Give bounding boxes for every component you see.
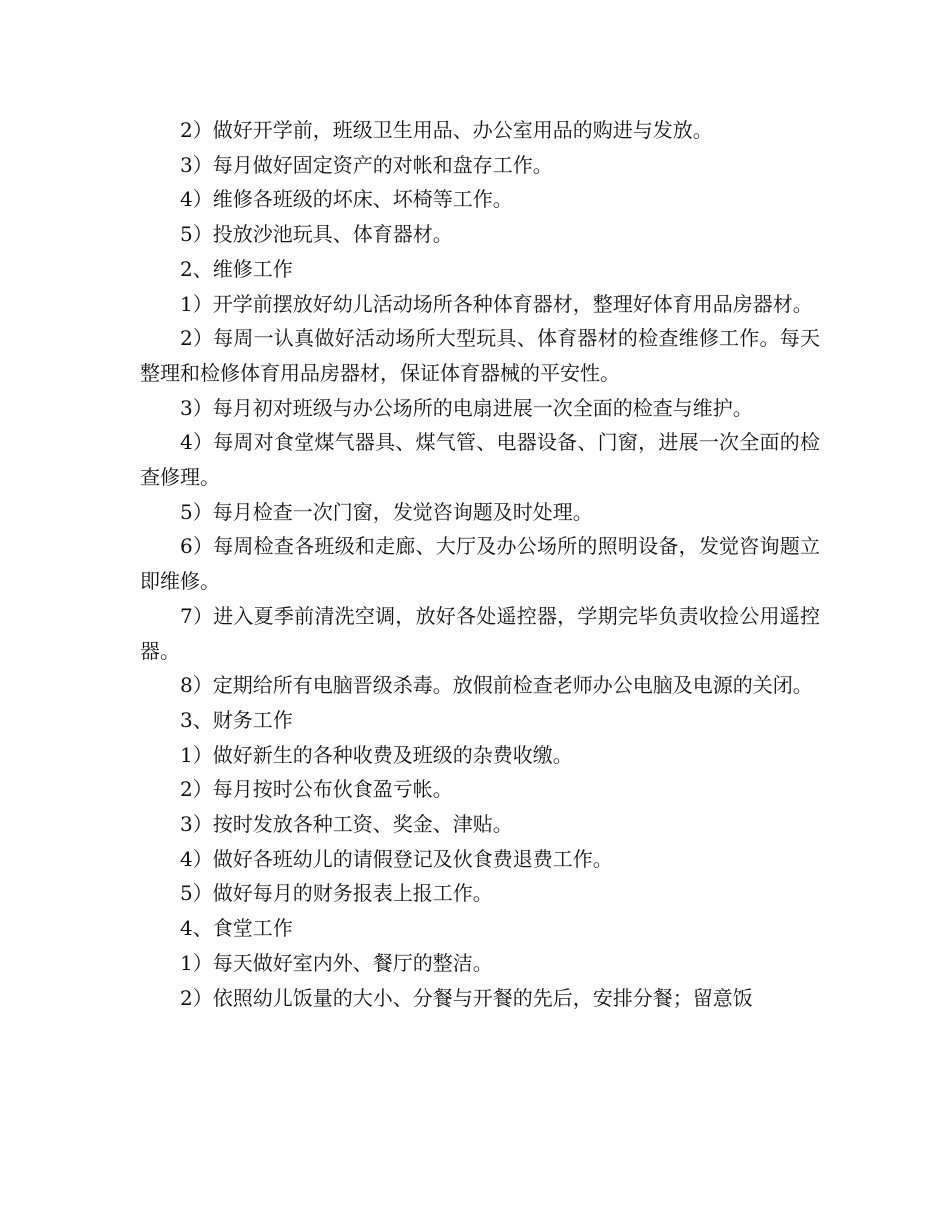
paragraph: 5）做好每月的财务报表上报工作。: [180, 881, 493, 906]
paragraph: 4）做好各班幼儿的请假登记及伙食费退费工作。: [180, 846, 613, 871]
document-body: [140, 113, 820, 1015]
paragraph: 2）每月按时公布伙食盈亏帐。: [180, 777, 453, 802]
paragraph: 2）依照幼儿饭量的大小、分餐与开餐的先后，安排分餐；留意饭: [180, 985, 753, 1010]
paragraph: 7）进入夏季前清洗空调，放好各处遥控器，学期完毕负责收捡公用遥控器。: [140, 603, 820, 663]
paragraph: 5）投放沙池玩具、体育器材。: [180, 222, 453, 247]
paragraph: 2）每周一认真做好活动场所大型玩具、体育器材的检查维修工作。每天整理和检修体育用品房器材，保证体育器械的平安性。: [140, 326, 820, 385]
paragraph: 5）每月检查一次门窗，发觉咨询题及时处理。: [180, 499, 593, 524]
paragraph: 1）开学前摆放好幼儿活动场所各种体育器材，整理好体育用品房器材。: [180, 291, 813, 316]
paragraph: 3）按时发放各种工资、奖金、津贴。: [180, 812, 513, 837]
paragraph: 1）每天做好室内外、餐厅的整洁。: [180, 950, 493, 975]
paragraph: 8）定期给所有电脑晋级杀毒。放假前检查老师办公电脑及电源的关闭。: [180, 673, 813, 698]
paragraph: 4）每周对食堂煤气器具、煤气管、电器设备、门窗，进展一次全面的检查修理。: [140, 430, 820, 490]
section-heading: 3、财务工作: [180, 707, 293, 732]
section-heading: 4、食堂工作: [180, 916, 293, 941]
paragraph: 3）每月初对班级与办公场所的电扇进展一次全面的检查与维护。: [180, 395, 753, 420]
paragraph: 1）做好新生的各种收费及班级的杂费收缴。: [180, 742, 573, 767]
paragraph: 4）维修各班级的坏床、坏椅等工作。: [180, 187, 513, 212]
paragraph: 2）做好开学前，班级卫生用品、办公室用品的购进与发放。: [180, 118, 713, 142]
paragraph: 3）每月做好固定资产的对帐和盘存工作。: [180, 152, 553, 177]
paragraph: 6）每周检查各班级和走廊、大厅及办公场所的照明设备，发觉咨询题立即维修。: [140, 534, 820, 594]
section-heading: 2、维修工作: [180, 256, 293, 281]
